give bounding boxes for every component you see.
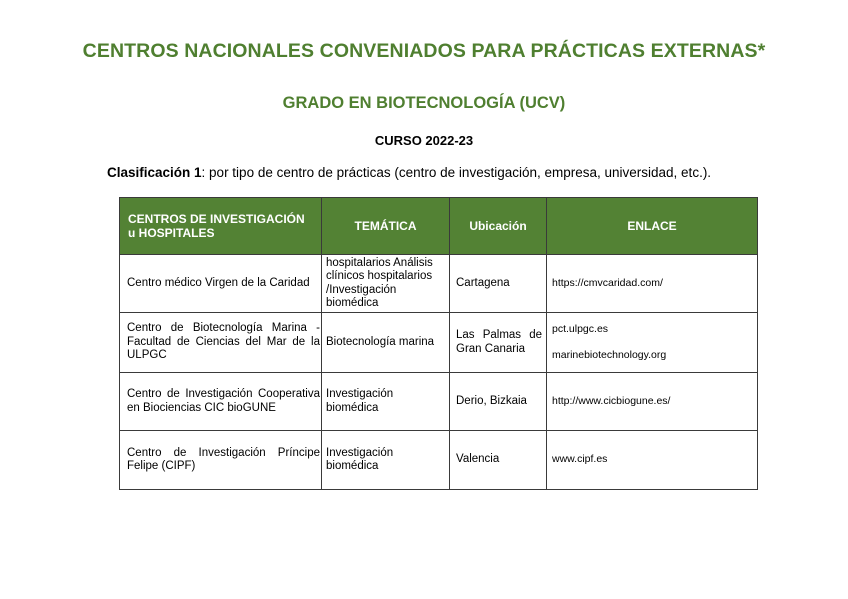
link-cell — [547, 255, 758, 313]
column-header-center — [120, 198, 322, 255]
topic-cell — [322, 373, 450, 431]
document-title: CENTROS NACIONALES CONVENIADOS PARA PRÁCTICAS EXTERNAS* — [82, 40, 766, 62]
topic-line: biomédica — [326, 297, 379, 309]
topic-line: clínicos hospitalarios — [326, 270, 433, 282]
link-spacer — [552, 337, 753, 349]
topic-cell — [322, 255, 450, 313]
classification-label: Clasificación 1 — [107, 165, 202, 180]
center-link[interactable]: http://www.cicbiogune.es/ — [552, 394, 671, 407]
table-header-row — [120, 198, 758, 255]
location-cell: Valencia — [450, 431, 547, 490]
center-name-cell: Centro médico Virgen de la Caridad — [120, 255, 322, 313]
topic-cell: Biotecnología marina — [322, 313, 450, 373]
center-name-cell: Centro de Biotecnología Marina - Facultad de Ciencias del Mar de la ULPGC — [120, 313, 322, 373]
topic-line: Investigación — [326, 388, 394, 400]
link-cell — [547, 431, 758, 490]
document-subtitle: GRADO EN BIOTECNOLOGÍA (UCV) — [282, 94, 566, 112]
location-cell: Derio, Bizkaia — [450, 373, 547, 431]
topic-line: biomédica — [326, 401, 379, 414]
location-cell: Cartagena — [450, 255, 547, 313]
table-row — [120, 373, 758, 431]
column-header-topic: TEMÁTICA — [322, 198, 450, 255]
link-cell — [547, 373, 758, 431]
topic-line: hospitalarios Análisis — [326, 256, 433, 269]
location-cell: Las Palmas de Gran Canaria — [450, 313, 547, 373]
center-name-cell: Centro de Investigación Príncipe Felipe (CIPF) — [120, 431, 322, 490]
center-link[interactable]: marinebiotechnology.org — [552, 348, 667, 361]
classification-line — [107, 165, 711, 180]
link-cell — [547, 313, 758, 373]
column-header-center-line1: CENTROS DE INVESTIGACIÓN — [128, 212, 305, 226]
centers-table — [119, 197, 758, 490]
center-link[interactable]: pct.ulpgc.es — [552, 323, 609, 335]
topic-line: /Investigación — [326, 283, 397, 296]
column-header-location: Ubicación — [450, 198, 547, 255]
center-link[interactable]: www.cipf.es — [552, 453, 608, 466]
column-header-link: ENLACE — [547, 198, 758, 255]
column-header-center-line2: u HOSPITALES — [128, 226, 215, 240]
center-name-cell: Centro de Investigación Cooperativa en Biociencias CIC bioGUNE — [120, 373, 322, 431]
topic-line: biomédica — [326, 460, 379, 472]
classification-text: : por tipo de centro de prácticas (centro de investigación, empresa, universidad, etc.). — [201, 165, 712, 180]
topic-cell — [322, 431, 450, 490]
table-row — [120, 313, 758, 373]
course-label: CURSO 2022-23 — [374, 133, 474, 148]
topic-line: Investigación — [326, 446, 394, 459]
table-row — [120, 431, 758, 490]
center-link[interactable]: https://cmvcaridad.com/ — [552, 276, 663, 289]
table-row — [120, 255, 758, 313]
